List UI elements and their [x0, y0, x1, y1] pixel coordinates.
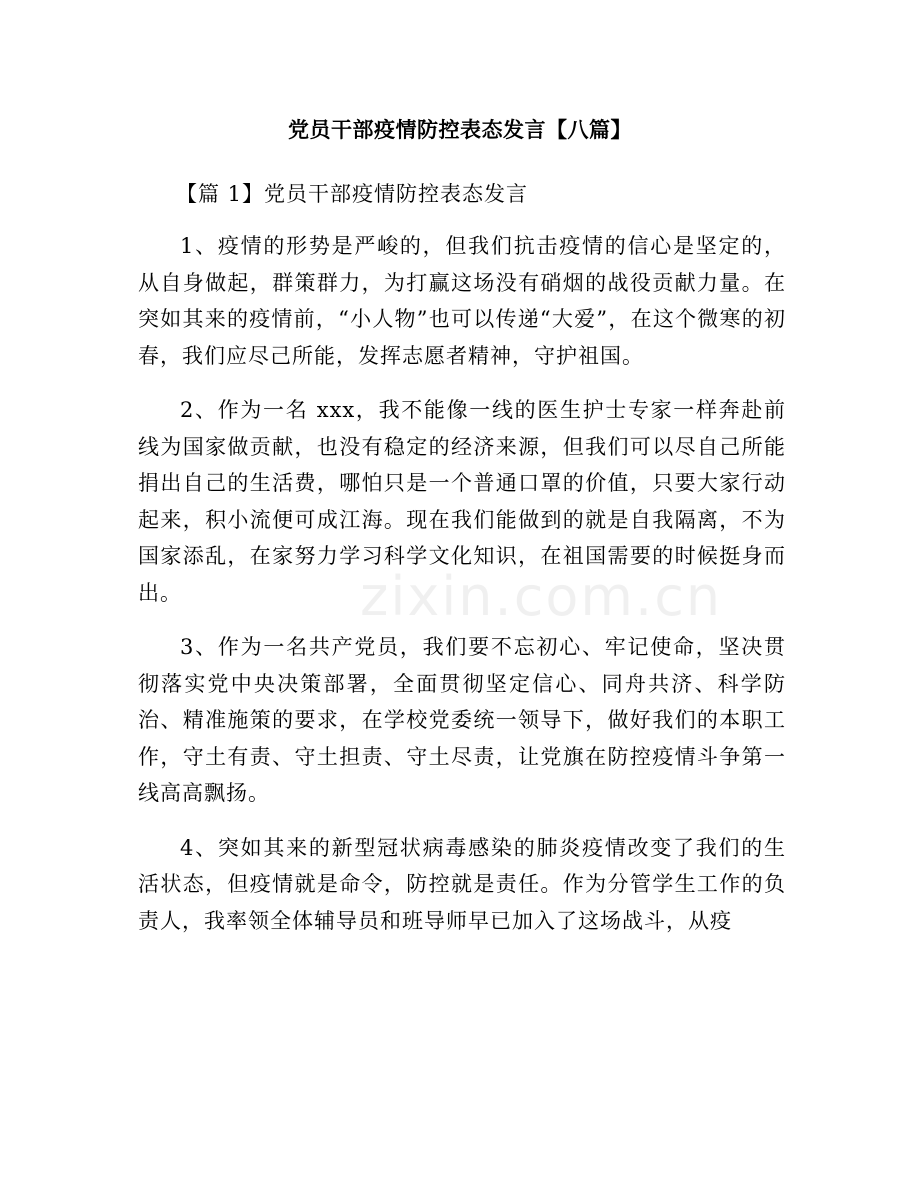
document-body — [138, 228, 786, 957]
paragraph-3: 3、作为一名共产党员，我们要不忘初心、牢记使命，坚决贯彻落实党中央决策部署，全面贯彻坚定信心、同舟共济、科学防治、精准施策的要求，在学校党委统一领导下，做好我们的本职工作，守土有责、守土担责、守土尽责，让党旗在防控疫情斗争第一线高高飘扬。 — [138, 635, 786, 805]
paragraph-2: 2、作为一名 xxx，我不能像一线的医生护士专家一样奔赴前线为国家做贡献，也没有稳定的经济来源，但我们可以尽自己所能捐出自己的生活费，哪怕只是一个普通口罩的价值，只要大家行动起来，积小流便可成江海。现在我们能做到的就是自我隔离，不为国家添乱，在家努力学习科学文化知识，在祖国需要的时候挺身而出。 — [138, 398, 786, 605]
watermark: zixin.com.cn — [360, 565, 723, 628]
paragraph-1: 1、疫情的形势是严峻的，但我们抗击疫情的信心是坚定的，从自身做起，群策群力，为打赢这场没有硝烟的战役贡献力量。在突如其来的疫情前，“小人物”也可以传递“大爱”，在这个微寒的初春，我们应尽己所能，发挥志愿者精神，守护祖国。 — [138, 234, 786, 368]
paragraph-4: 4、突如其来的新型冠状病毒感染的肺炎疫情改变了我们的生活状态，但疫情就是命令，防控就是责任。作为分管学生工作的负责人，我率领全体辅导员和班导师早已加入了这场战斗，从疫 — [138, 835, 786, 933]
section-heading: 【篇 1】党员干部疫情防控表态发言 — [176, 182, 529, 206]
document-title: 党员干部疫情防控表态发言【八篇】 — [288, 118, 632, 142]
